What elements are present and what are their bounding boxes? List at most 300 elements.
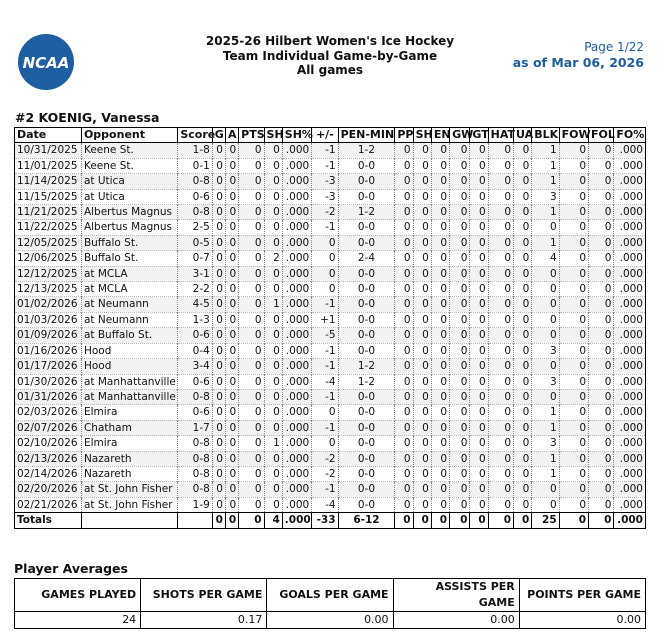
table-cell: 1-2	[338, 374, 395, 389]
table-cell: 0	[413, 312, 431, 327]
table-cell: 0-0	[338, 497, 395, 512]
table-cell: .000	[614, 436, 646, 451]
table-cell: 0	[413, 497, 431, 512]
table-cell: 0	[413, 374, 431, 389]
column-header: A	[225, 128, 238, 143]
table-cell: 0	[514, 189, 532, 204]
table-cell: .000	[614, 251, 646, 266]
table-cell: 0	[264, 282, 282, 297]
table-cell: 0	[212, 328, 225, 343]
table-cell: .000	[614, 482, 646, 497]
table-cell: 0	[212, 482, 225, 497]
table-cell: 01/31/2026	[15, 389, 82, 404]
table-cell: 11/22/2025	[15, 220, 82, 235]
table-cell: 0	[212, 497, 225, 512]
table-cell: Chatham	[81, 420, 177, 435]
table-cell: 0	[450, 389, 470, 404]
table-cell: 0	[413, 297, 431, 312]
table-cell: 0	[264, 143, 282, 158]
table-cell: 10/31/2025	[15, 143, 82, 158]
table-cell: 0	[431, 251, 449, 266]
table-row	[15, 158, 646, 173]
table-cell: 0	[470, 282, 488, 297]
table-cell: .000	[282, 451, 311, 466]
table-cell: 0	[413, 328, 431, 343]
table-cell: .000	[614, 220, 646, 235]
table-cell: 0	[470, 235, 488, 250]
table-cell: 0	[488, 205, 513, 220]
table-cell: 0	[225, 436, 238, 451]
table-cell: 0	[532, 282, 559, 297]
table-cell: 0	[431, 143, 449, 158]
table-cell: 0	[413, 266, 431, 281]
table-cell: .000	[282, 220, 311, 235]
table-cell: 0	[264, 158, 282, 173]
table-cell: 0	[470, 174, 488, 189]
table-cell: Buffalo St.	[81, 235, 177, 250]
table-cell: 0	[212, 174, 225, 189]
table-cell: .000	[282, 143, 311, 158]
table-cell: 0-0	[338, 328, 395, 343]
table-cell: Hood	[81, 359, 177, 374]
table-cell: 0	[589, 374, 614, 389]
totals-cell: 0	[212, 513, 225, 529]
table-cell: 0	[488, 343, 513, 358]
averages-header-row	[15, 579, 646, 612]
table-row	[15, 420, 646, 435]
totals-cell: 0	[239, 513, 264, 529]
table-cell: 0	[413, 466, 431, 481]
table-cell: 0	[450, 466, 470, 481]
table-cell: 12/12/2025	[15, 266, 82, 281]
table-cell: .000	[614, 189, 646, 204]
table-cell: 0	[212, 297, 225, 312]
average-header: SHOTS PER GAME	[141, 579, 267, 612]
table-cell: 0	[264, 266, 282, 281]
table-cell: 0	[488, 420, 513, 435]
table-cell: 0	[395, 158, 413, 173]
table-cell: 0	[559, 497, 588, 512]
table-cell: 0-4	[178, 343, 212, 358]
table-cell: 0	[488, 374, 513, 389]
table-cell: 0	[395, 374, 413, 389]
table-cell: 0	[450, 420, 470, 435]
table-cell: 01/30/2026	[15, 374, 82, 389]
table-cell: .000	[614, 343, 646, 358]
table-cell: 0	[431, 266, 449, 281]
player-averages-label: Player Averages	[14, 561, 128, 576]
table-cell: .000	[282, 497, 311, 512]
average-value: 24	[15, 612, 141, 629]
table-cell: 0	[212, 189, 225, 204]
table-cell: 0	[239, 189, 264, 204]
report-title: 2025-26 Hilbert Women's Ice Hockey	[205, 34, 455, 48]
table-row	[15, 251, 646, 266]
table-cell: 0	[559, 143, 588, 158]
table-cell: 0-0	[338, 451, 395, 466]
table-cell: 0	[212, 436, 225, 451]
table-cell: 0-0	[338, 466, 395, 481]
table-cell: 0	[589, 451, 614, 466]
table-cell: 11/21/2025	[15, 205, 82, 220]
table-cell: 0	[239, 174, 264, 189]
table-cell: .000	[282, 466, 311, 481]
table-cell: 0	[413, 451, 431, 466]
table-cell: 0	[559, 312, 588, 327]
table-cell: 0	[225, 328, 238, 343]
table-cell: 12/05/2025	[15, 235, 82, 250]
table-cell: 0	[450, 189, 470, 204]
table-cell: 1-3	[178, 312, 212, 327]
table-cell: 0	[488, 297, 513, 312]
table-cell: 0	[239, 235, 264, 250]
table-cell: 0	[532, 328, 559, 343]
totals-cell: -33	[312, 513, 338, 529]
table-row	[15, 343, 646, 358]
table-row	[15, 266, 646, 281]
table-cell: 0	[225, 205, 238, 220]
table-cell: 0	[264, 374, 282, 389]
as-of-date: as of Mar 06, 2026	[512, 55, 644, 70]
table-cell: 0	[488, 405, 513, 420]
table-cell: -1	[312, 482, 338, 497]
table-cell: -1	[312, 389, 338, 404]
table-cell: 0	[413, 143, 431, 158]
table-cell: 0	[450, 205, 470, 220]
table-cell: 0	[589, 405, 614, 420]
table-cell: .000	[614, 297, 646, 312]
table-cell: 0-0	[338, 235, 395, 250]
table-cell: 0	[589, 235, 614, 250]
table-cell: 0	[431, 158, 449, 173]
table-cell: 0	[559, 359, 588, 374]
column-header: SH	[264, 128, 282, 143]
table-cell: at Utica	[81, 189, 177, 204]
table-cell: 0	[264, 359, 282, 374]
column-header: UA	[514, 128, 532, 143]
table-cell: 0	[431, 374, 449, 389]
table-cell: 0	[264, 189, 282, 204]
table-cell: .000	[614, 466, 646, 481]
table-cell: .000	[282, 235, 311, 250]
table-cell: 0	[225, 158, 238, 173]
table-row	[15, 482, 646, 497]
table-cell: 0-0	[338, 282, 395, 297]
table-cell: 1	[532, 143, 559, 158]
table-cell: 0	[470, 189, 488, 204]
table-cell: 0	[212, 405, 225, 420]
table-cell: 0	[514, 158, 532, 173]
table-cell: 0	[395, 420, 413, 435]
table-row	[15, 297, 646, 312]
table-cell: 0	[559, 266, 588, 281]
table-cell: 0	[559, 405, 588, 420]
table-cell: 0	[225, 359, 238, 374]
table-cell: 0	[450, 143, 470, 158]
table-cell: 0-8	[178, 389, 212, 404]
table-cell: 0	[470, 482, 488, 497]
table-cell: 0	[514, 282, 532, 297]
table-cell: 0	[212, 266, 225, 281]
averages-values-row	[15, 612, 646, 629]
table-cell: 0	[532, 297, 559, 312]
average-value: 0.00	[393, 612, 519, 629]
player-name: #2 KOENIG, Vanessa	[15, 110, 160, 125]
table-cell: 0	[413, 343, 431, 358]
table-cell: .000	[282, 389, 311, 404]
table-row	[15, 174, 646, 189]
table-cell: 0	[225, 497, 238, 512]
table-cell: 0	[395, 205, 413, 220]
table-cell: 0	[589, 205, 614, 220]
table-cell: 0	[239, 220, 264, 235]
table-cell: 0	[312, 235, 338, 250]
totals-cell: .000	[282, 513, 311, 529]
table-cell: .000	[282, 405, 311, 420]
table-cell: 12/13/2025	[15, 282, 82, 297]
table-cell: 0	[470, 374, 488, 389]
table-cell: 0	[514, 266, 532, 281]
table-cell: 0	[559, 436, 588, 451]
table-cell: .000	[614, 405, 646, 420]
table-cell: 0	[413, 235, 431, 250]
table-cell: 0	[589, 220, 614, 235]
table-cell: 11/01/2025	[15, 158, 82, 173]
table-cell: 0	[559, 451, 588, 466]
table-cell: 0	[514, 297, 532, 312]
table-cell: 0	[212, 220, 225, 235]
table-cell: 0	[239, 158, 264, 173]
table-cell: 01/17/2026	[15, 359, 82, 374]
table-cell: 0	[225, 374, 238, 389]
table-cell: 0	[589, 297, 614, 312]
table-cell: 0	[488, 251, 513, 266]
table-cell: 01/03/2026	[15, 312, 82, 327]
table-row	[15, 143, 646, 158]
table-cell: 0	[413, 220, 431, 235]
table-cell: 0	[413, 251, 431, 266]
table-cell: -3	[312, 174, 338, 189]
table-cell: -1	[312, 158, 338, 173]
table-cell: 0	[488, 312, 513, 327]
table-cell: 0	[514, 482, 532, 497]
average-header: GOALS PER GAME	[267, 579, 393, 612]
table-cell: 0	[431, 343, 449, 358]
table-cell: -1	[312, 297, 338, 312]
table-cell: 0	[514, 389, 532, 404]
table-cell: 0	[514, 174, 532, 189]
table-cell: 0	[532, 497, 559, 512]
table-cell: 0	[264, 420, 282, 435]
table-cell: 0	[559, 282, 588, 297]
totals-cell: .000	[614, 513, 646, 529]
table-cell: 0	[431, 466, 449, 481]
table-cell: Elmira	[81, 436, 177, 451]
table-cell: 0-5	[178, 235, 212, 250]
totals-cell: 0	[395, 513, 413, 529]
logo-text: NCAA	[22, 54, 70, 72]
table-cell: 1	[264, 297, 282, 312]
table-cell: .000	[282, 328, 311, 343]
table-cell: 0	[395, 251, 413, 266]
table-cell: .000	[614, 497, 646, 512]
table-cell: 12/06/2025	[15, 251, 82, 266]
table-cell: 0	[514, 220, 532, 235]
table-cell: 0	[395, 466, 413, 481]
table-cell: 0	[589, 158, 614, 173]
average-header: POINTS PER GAME	[519, 579, 645, 612]
table-cell: 3-4	[178, 359, 212, 374]
table-cell: 0	[470, 389, 488, 404]
table-cell: 0	[312, 436, 338, 451]
table-cell: 0	[431, 436, 449, 451]
table-cell: Keene St.	[81, 158, 177, 173]
table-cell: 0	[450, 359, 470, 374]
table-cell: .000	[282, 205, 311, 220]
table-cell: 0-1	[178, 158, 212, 173]
table-cell: 0	[470, 328, 488, 343]
table-cell: 0	[589, 282, 614, 297]
table-cell: 0	[239, 312, 264, 327]
table-cell: 0	[431, 451, 449, 466]
table-cell: 0-8	[178, 436, 212, 451]
table-cell: 01/02/2026	[15, 297, 82, 312]
table-cell: 0-8	[178, 174, 212, 189]
table-cell: 0-0	[338, 297, 395, 312]
table-cell: 0-6	[178, 374, 212, 389]
table-cell: 0	[212, 389, 225, 404]
table-cell: 0	[450, 451, 470, 466]
table-cell: 1-9	[178, 497, 212, 512]
table-cell: 0	[514, 374, 532, 389]
table-cell: 0	[488, 482, 513, 497]
table-cell: 0	[488, 328, 513, 343]
table-cell: 1	[532, 405, 559, 420]
table-cell: 0	[514, 343, 532, 358]
table-cell: .000	[614, 282, 646, 297]
table-cell: -1	[312, 359, 338, 374]
table-cell: 0	[431, 297, 449, 312]
table-cell: 0	[589, 343, 614, 358]
table-cell: 0	[559, 328, 588, 343]
table-cell: 0	[514, 312, 532, 327]
table-cell: 01/09/2026	[15, 328, 82, 343]
table-cell: 02/13/2026	[15, 451, 82, 466]
table-cell: 0	[264, 482, 282, 497]
table-cell: 0	[312, 266, 338, 281]
table-cell: .000	[282, 251, 311, 266]
table-cell: -4	[312, 497, 338, 512]
table-cell: .000	[282, 189, 311, 204]
table-cell: 0-0	[338, 158, 395, 173]
table-cell: 0	[488, 451, 513, 466]
table-cell: 0	[559, 251, 588, 266]
table-cell: 0	[470, 451, 488, 466]
average-value: 0.17	[141, 612, 267, 629]
table-cell: 0	[239, 266, 264, 281]
table-cell: 0	[431, 359, 449, 374]
table-cell: 0	[450, 343, 470, 358]
table-cell: 0	[431, 312, 449, 327]
table-row	[15, 359, 646, 374]
table-cell: 01/16/2026	[15, 343, 82, 358]
table-cell: 0	[395, 297, 413, 312]
table-cell: 0	[559, 482, 588, 497]
table-cell: 1-2	[338, 205, 395, 220]
table-cell: 0	[413, 359, 431, 374]
table-cell: at St. John Fisher	[81, 497, 177, 512]
table-cell: -1	[312, 220, 338, 235]
table-cell: 0	[450, 405, 470, 420]
table-cell: .000	[282, 482, 311, 497]
totals-cell: 6-12	[338, 513, 395, 529]
table-cell: 0	[514, 328, 532, 343]
table-cell: 0	[239, 482, 264, 497]
table-row	[15, 189, 646, 204]
table-cell: 0	[212, 158, 225, 173]
table-cell: 0	[212, 312, 225, 327]
table-cell: 0	[225, 420, 238, 435]
table-cell: at Manhattanville	[81, 374, 177, 389]
table-cell: 1	[532, 466, 559, 481]
totals-cell	[178, 513, 212, 529]
table-cell: 0	[395, 282, 413, 297]
table-cell: 0	[532, 220, 559, 235]
table-cell: 0	[264, 466, 282, 481]
table-cell: 1	[532, 205, 559, 220]
table-cell: 0	[450, 251, 470, 266]
table-cell: 3-1	[178, 266, 212, 281]
table-cell: .000	[282, 282, 311, 297]
table-cell: 0	[589, 312, 614, 327]
table-cell: 2-4	[338, 251, 395, 266]
table-cell: 0	[488, 436, 513, 451]
table-cell: 0-0	[338, 312, 395, 327]
table-cell: 0	[225, 343, 238, 358]
table-cell: 0	[450, 328, 470, 343]
table-cell: -3	[312, 189, 338, 204]
table-cell: 0	[225, 282, 238, 297]
table-cell: .000	[614, 374, 646, 389]
table-cell: 0	[589, 482, 614, 497]
column-header: Date	[15, 128, 82, 143]
table-cell: 0-0	[338, 266, 395, 281]
table-cell: 0-6	[178, 405, 212, 420]
column-header: G	[212, 128, 225, 143]
table-cell: 0	[488, 174, 513, 189]
table-cell: 0	[413, 174, 431, 189]
column-header: BLK	[532, 128, 559, 143]
table-cell: 0	[431, 220, 449, 235]
table-cell: 0	[225, 312, 238, 327]
table-cell: 0	[225, 266, 238, 281]
table-cell: 0	[239, 420, 264, 435]
table-cell: 0	[225, 235, 238, 250]
table-cell: Albertus Magnus	[81, 205, 177, 220]
table-cell: 0	[532, 312, 559, 327]
totals-row	[15, 513, 646, 529]
table-cell: at St. John Fisher	[81, 482, 177, 497]
table-cell: .000	[282, 374, 311, 389]
table-cell: at Utica	[81, 174, 177, 189]
table-cell: 0	[239, 205, 264, 220]
table-cell: 0	[470, 466, 488, 481]
table-cell: 0	[559, 158, 588, 173]
table-cell: 0	[264, 235, 282, 250]
totals-cell: 0	[225, 513, 238, 529]
table-cell: 0	[212, 466, 225, 481]
table-cell: 0	[470, 405, 488, 420]
